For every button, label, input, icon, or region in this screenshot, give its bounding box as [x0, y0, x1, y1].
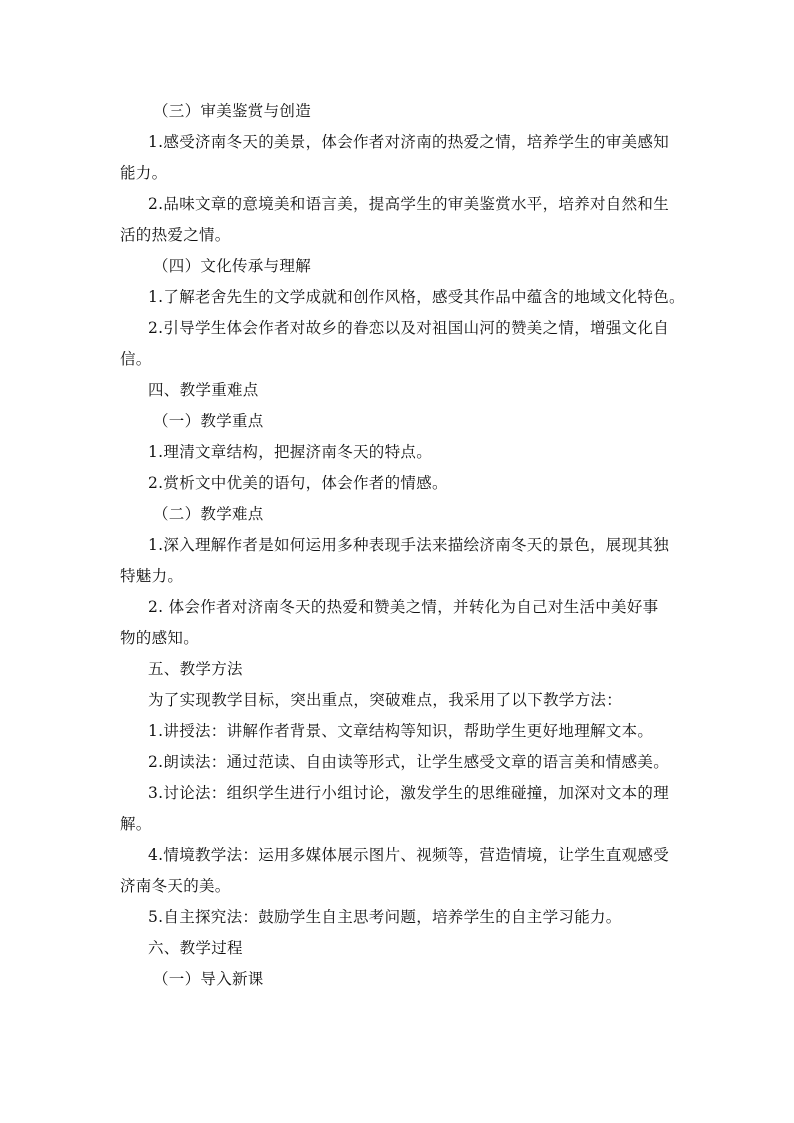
- section-heading: 六、教学过程: [148, 939, 243, 957]
- paragraph-line: 解。: [120, 815, 152, 833]
- subsection-heading: （四）文化传承与理解: [153, 257, 312, 275]
- paragraph-line: 5.自主探究法：鼓励学生自主思考问题，培养学生的自主学习能力。: [148, 908, 622, 926]
- paragraph-line: 1.了解老舍先生的文学成就和创作风格，感受其作品中蕴含的地域文化特色。: [148, 288, 685, 306]
- paragraph-line: 济南冬天的美。: [120, 877, 231, 895]
- paragraph-line: 1.讲授法：讲解作者背景、文章结构等知识，帮助学生更好地理解文本。: [148, 722, 654, 740]
- paragraph-line: 1.深入理解作者是如何运用多种表现手法来描绘济南冬天的景色，展现其独: [148, 536, 669, 554]
- paragraph-line: 信。: [120, 350, 152, 368]
- paragraph-line: 为了实现教学目标，突出重点，突破难点，我采用了以下教学方法：: [148, 691, 623, 709]
- paragraph-line: 特魅力。: [120, 567, 184, 585]
- paragraph-line: 1.感受济南冬天的美景，体会作者对济南的热爱之情，培养学生的审美感知: [148, 133, 669, 151]
- paragraph-line: 2.引导学生体会作者对故乡的眷恋以及对祖国山河的赞美之情，增强文化自: [148, 319, 669, 337]
- paragraph-line: 能力。: [120, 164, 168, 182]
- paragraph-line: 2.赏析文中优美的语句，体会作者的情感。: [148, 474, 448, 492]
- subsection-heading: （二）教学难点: [153, 505, 264, 523]
- paragraph-line: 4.情境教学法：运用多媒体展示图片、视频等，营造情境，让学生直观感受: [148, 846, 669, 864]
- subsection-heading: （三）审美鉴赏与创造: [153, 102, 312, 120]
- paragraph-line: 2.朗读法：通过范读、自由读等形式，让学生感受文章的语言美和情感美。: [148, 753, 669, 771]
- subsection-heading: （一）导入新课: [153, 970, 264, 988]
- paragraph-line: 3.讨论法：组织学生进行小组讨论，激发学生的思维碰撞，加深对文本的理: [148, 784, 669, 802]
- paragraph-line: 1.理清文章结构，把握济南冬天的特点。: [148, 443, 432, 461]
- section-heading: 四、教学重难点: [148, 381, 259, 399]
- paragraph-line: 活的热爱之情。: [120, 226, 231, 244]
- paragraph-line: 物的感知。: [120, 629, 200, 647]
- paragraph-line: 2.品味文章的意境美和语言美，提高学生的审美鉴赏水平，培养对自然和生: [148, 195, 669, 213]
- subsection-heading: （一）教学重点: [153, 412, 264, 430]
- section-heading: 五、教学方法: [148, 660, 243, 678]
- document-body: [120, 96, 685, 995]
- paragraph-line: 2. 体会作者对济南冬天的热爱和赞美之情，并转化为自己对生活中美好事: [148, 598, 659, 616]
